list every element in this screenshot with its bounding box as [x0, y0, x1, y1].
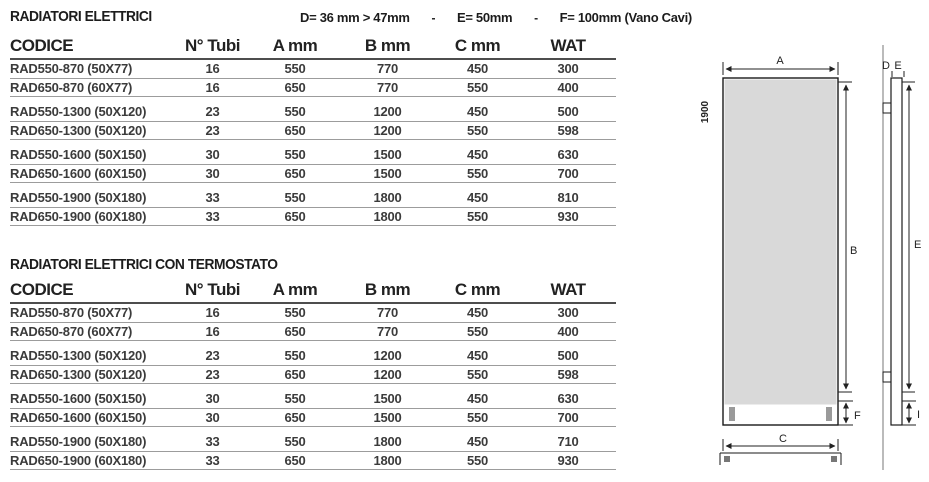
- legend-separator: -: [534, 10, 538, 25]
- table-row: [10, 366, 616, 385]
- dim-label-e-side: E: [914, 239, 922, 251]
- cell-codice: RAD650-870 (60X77): [10, 79, 133, 95]
- cell-b-mm: 1800: [373, 190, 402, 205]
- cell-codice: RAD650-1900 (60X180): [10, 208, 147, 224]
- col-a-mm: A mm: [272, 36, 318, 55]
- cell-codice: RAD650-1600 (60X150): [10, 165, 147, 181]
- cell-b-mm: 1800: [373, 434, 402, 449]
- cell-codice: RAD650-1300 (50X120): [10, 366, 147, 382]
- cell-codice: RAD650-870 (60X77): [10, 323, 133, 339]
- dimension-legend: [300, 10, 692, 25]
- cell-codice: RAD550-1600 (50X150): [10, 147, 147, 162]
- table-row: [10, 347, 616, 366]
- panel-foot-left: [729, 407, 735, 421]
- cell-n-tubi: 23: [205, 104, 220, 119]
- cell-c-mm: 550: [466, 366, 489, 382]
- cell-wat: 700: [557, 409, 579, 425]
- cell-b-mm: 770: [376, 79, 399, 95]
- col-wat: WAT: [550, 280, 586, 299]
- cell-c-mm: 450: [466, 147, 489, 162]
- cell-c-mm: 450: [466, 348, 489, 363]
- cell-a-mm: 550: [284, 104, 306, 119]
- bottom-view-foot-left: [724, 456, 730, 462]
- table-row: [10, 323, 616, 342]
- table-row: [10, 79, 616, 98]
- cell-codice: RAD650-1600 (60X150): [10, 409, 147, 425]
- cell-b-mm: 1200: [373, 104, 402, 119]
- cell-a-mm: 550: [284, 305, 306, 320]
- cell-c-mm: 450: [466, 61, 489, 76]
- cell-a-mm: 650: [284, 366, 306, 382]
- dim-label-d: D: [882, 60, 890, 72]
- cell-codice: RAD650-1900 (60X180): [10, 452, 147, 468]
- cell-wat: 500: [557, 104, 579, 119]
- cell-a-mm: 550: [284, 61, 306, 76]
- cell-a-mm: 550: [284, 190, 306, 205]
- dim-label-b: B: [850, 245, 858, 257]
- col-n-tubi: N° Tubi: [185, 280, 240, 299]
- cell-a-mm: 550: [284, 391, 306, 406]
- col-codice: CODICE: [10, 36, 74, 55]
- cell-n-tubi: 33: [205, 452, 220, 468]
- front-view-panel-face: [725, 80, 837, 405]
- cell-codice: RAD550-870 (50X77): [10, 305, 133, 320]
- cell-wat: 598: [557, 366, 579, 382]
- table-row: [10, 409, 616, 428]
- cell-wat: 810: [557, 190, 579, 205]
- table2-title: RADIATORI ELETTRICI CON TERMOSTATO: [10, 256, 278, 273]
- cell-c-mm: 550: [466, 165, 489, 181]
- dim-label-i: I: [917, 409, 921, 421]
- col-b-mm: B mm: [364, 280, 411, 299]
- cell-c-mm: 550: [466, 409, 489, 425]
- table-row: [10, 304, 616, 323]
- cell-n-tubi: 16: [205, 323, 220, 339]
- table-row: [10, 208, 616, 227]
- cell-c-mm: 550: [466, 79, 489, 95]
- bottom-view-bar: [720, 453, 841, 465]
- cell-n-tubi: 33: [205, 434, 220, 449]
- table-row: [10, 433, 616, 452]
- cell-n-tubi: 30: [205, 409, 220, 425]
- cell-c-mm: 450: [466, 434, 489, 449]
- dim-label-a: A: [776, 55, 784, 67]
- cell-c-mm: 450: [466, 190, 489, 205]
- table-row: [10, 165, 616, 184]
- cell-n-tubi: 16: [205, 305, 220, 320]
- cell-n-tubi: 33: [205, 208, 220, 224]
- legend-separator: -: [431, 10, 436, 25]
- table1-title: RADIATORI ELETTRICI: [10, 8, 152, 25]
- panel-foot-right: [826, 407, 832, 421]
- wall-bracket-top: [883, 103, 891, 113]
- cell-b-mm: 1200: [373, 366, 402, 382]
- cell-n-tubi: 23: [205, 348, 220, 363]
- cell-n-tubi: 30: [205, 391, 220, 406]
- cell-n-tubi: 30: [205, 147, 220, 162]
- cell-a-mm: 650: [284, 208, 306, 224]
- cell-wat: 710: [557, 434, 579, 449]
- cell-b-mm: 1800: [373, 208, 402, 224]
- cell-c-mm: 450: [466, 391, 489, 406]
- legend-f-value: F= 100mm (Vano Cavi): [559, 10, 692, 25]
- cell-b-mm: 1500: [373, 409, 402, 425]
- cell-wat: 930: [557, 452, 579, 468]
- cell-a-mm: 650: [284, 452, 306, 468]
- cell-codice: RAD550-1900 (50X180): [10, 190, 147, 205]
- cell-a-mm: 650: [284, 165, 306, 181]
- table-row: [10, 122, 616, 141]
- table-header-row: [10, 280, 616, 304]
- cell-wat: 300: [557, 305, 579, 320]
- cell-c-mm: 550: [466, 452, 489, 468]
- cell-n-tubi: 23: [205, 366, 220, 382]
- col-c-mm: C mm: [454, 36, 501, 55]
- cell-a-mm: 650: [284, 409, 306, 425]
- cell-a-mm: 650: [284, 79, 306, 95]
- cell-b-mm: 1500: [373, 165, 402, 181]
- cell-wat: 400: [557, 323, 579, 339]
- cell-b-mm: 770: [376, 61, 399, 76]
- table-body: [10, 60, 616, 226]
- cell-a-mm: 550: [284, 147, 306, 162]
- dim-label-c: C: [779, 433, 787, 445]
- cell-b-mm: 770: [376, 305, 399, 320]
- cell-wat: 930: [557, 208, 579, 224]
- wall-bracket-bottom: [883, 372, 891, 382]
- cell-a-mm: 650: [284, 323, 306, 339]
- cell-c-mm: 450: [466, 104, 489, 119]
- cell-c-mm: 550: [466, 323, 489, 339]
- cell-c-mm: 450: [466, 305, 489, 320]
- dim-label-f: F: [854, 410, 861, 422]
- legend-d-value: D= 36 mm > 47mm: [300, 10, 410, 25]
- cell-a-mm: 650: [284, 122, 306, 138]
- table-row: [10, 189, 616, 208]
- cell-a-mm: 550: [284, 434, 306, 449]
- electric-radiators-thermostat-table: [10, 280, 616, 470]
- table-row: [10, 390, 616, 409]
- col-b-mm: B mm: [364, 36, 411, 55]
- cell-wat: 598: [557, 122, 579, 138]
- table-row: [10, 60, 616, 79]
- cell-n-tubi: 33: [205, 190, 220, 205]
- cell-wat: 300: [557, 61, 579, 76]
- cell-b-mm: 1500: [373, 391, 402, 406]
- table-body: [10, 304, 616, 470]
- cell-codice: RAD650-1300 (50X120): [10, 122, 147, 138]
- cell-codice: RAD550-870 (50X77): [10, 61, 133, 76]
- cell-wat: 630: [557, 391, 579, 406]
- col-codice: CODICE: [10, 280, 74, 299]
- cell-wat: 630: [557, 147, 579, 162]
- cell-codice: RAD550-1300 (50X120): [10, 104, 147, 119]
- cell-n-tubi: 16: [205, 79, 220, 95]
- cell-n-tubi: 30: [205, 165, 220, 181]
- col-c-mm: C mm: [454, 280, 501, 299]
- col-a-mm: A mm: [272, 280, 318, 299]
- bottom-view-foot-right: [831, 456, 837, 462]
- radiator-dimension-diagram: [688, 20, 929, 482]
- cell-a-mm: 550: [284, 348, 306, 363]
- cell-c-mm: 550: [466, 122, 489, 138]
- cell-b-mm: 1500: [373, 147, 402, 162]
- cell-c-mm: 550: [466, 208, 489, 224]
- table-row: [10, 103, 616, 122]
- cell-b-mm: 1800: [373, 452, 402, 468]
- cell-codice: RAD550-1600 (50X150): [10, 391, 147, 406]
- table-row: [10, 146, 616, 165]
- col-wat: WAT: [550, 36, 586, 55]
- side-view-panel: [891, 78, 902, 425]
- cell-n-tubi: 16: [205, 61, 220, 76]
- electric-radiators-table: [10, 36, 616, 226]
- legend-e-value: E= 50mm: [456, 10, 513, 25]
- cell-b-mm: 1200: [373, 348, 402, 363]
- cell-b-mm: 1200: [373, 122, 402, 138]
- cell-wat: 500: [557, 348, 579, 363]
- cell-codice: RAD550-1300 (50X120): [10, 348, 147, 363]
- cell-wat: 400: [557, 79, 579, 95]
- dim-label-height-1900: 1900: [700, 100, 711, 124]
- cell-b-mm: 770: [376, 323, 399, 339]
- table-row: [10, 452, 616, 471]
- dim-label-e-top: E: [894, 60, 902, 72]
- table-header-row: [10, 36, 616, 60]
- cell-n-tubi: 23: [205, 122, 220, 138]
- cell-codice: RAD550-1900 (50X180): [10, 434, 147, 449]
- cell-wat: 700: [557, 165, 579, 181]
- col-n-tubi: N° Tubi: [185, 36, 240, 55]
